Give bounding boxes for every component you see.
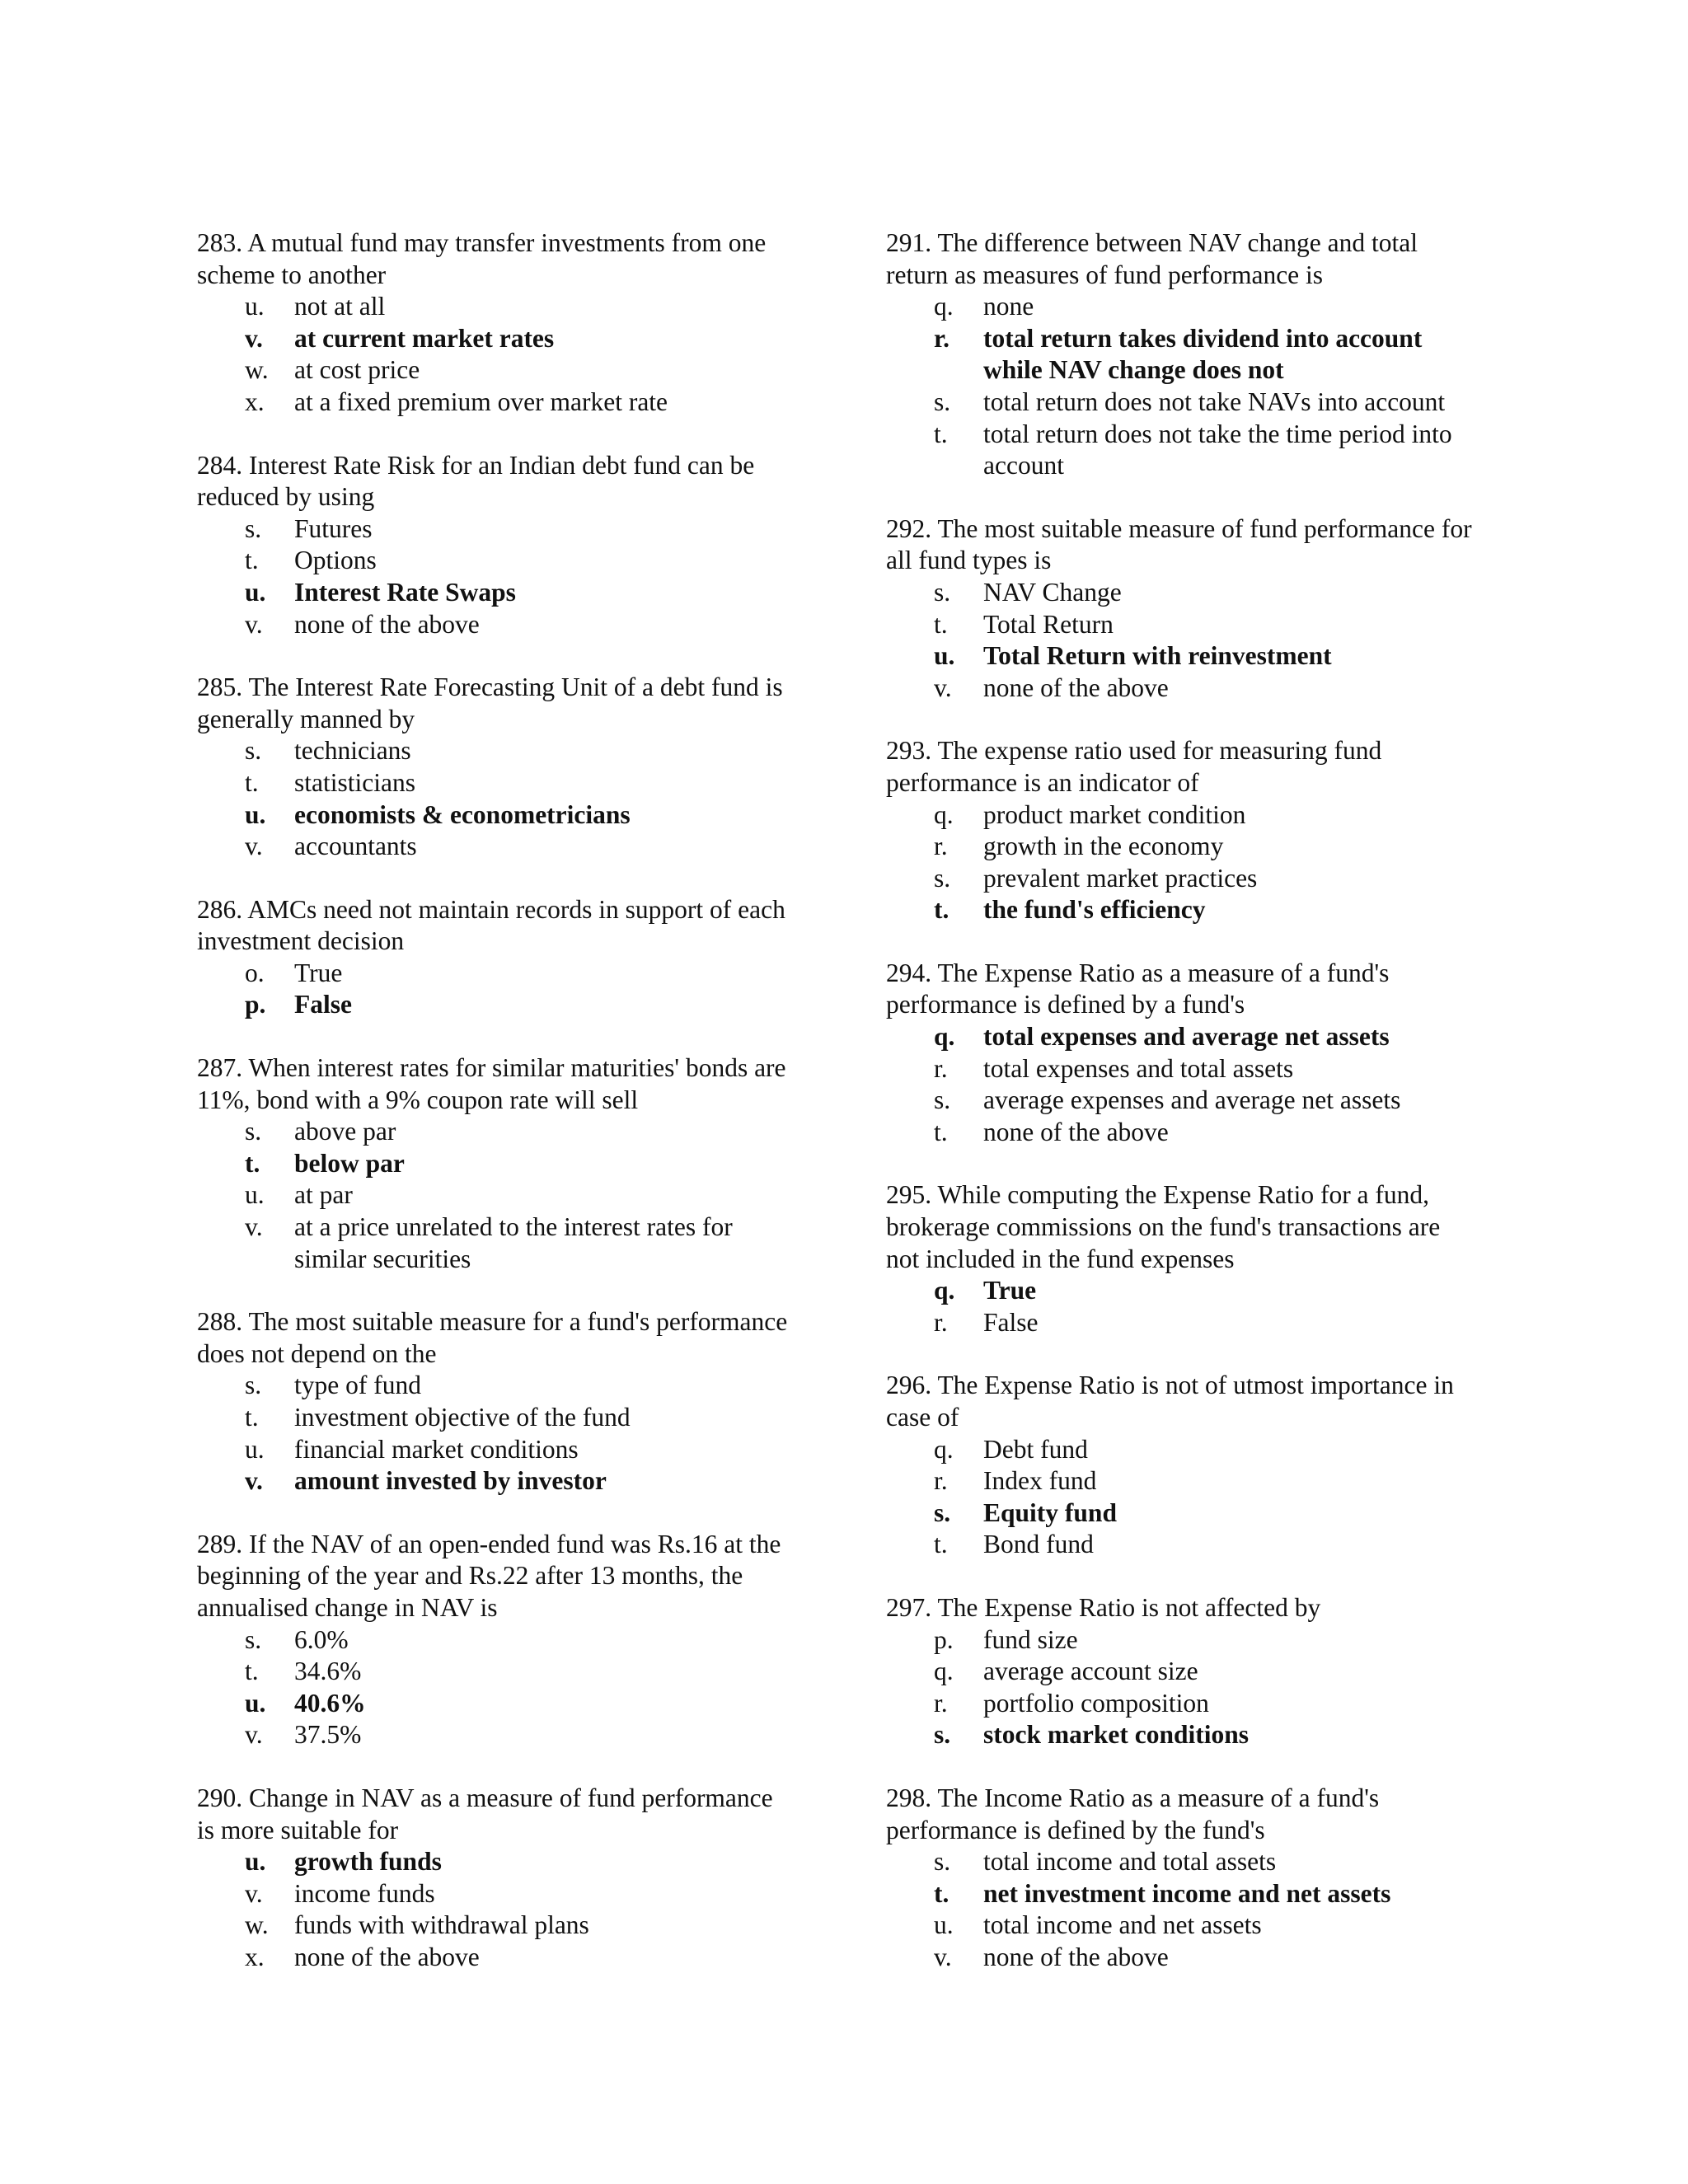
- answer-option: [886, 1624, 1479, 1657]
- question-text: [197, 227, 790, 291]
- answer-option: [886, 1529, 1479, 1561]
- answer-option: [197, 767, 790, 799]
- question-stem: The most suitable measure of fund performance for all fund types is: [886, 513, 1472, 575]
- option-letter: s.: [245, 736, 262, 766]
- option-text: none: [983, 292, 1034, 321]
- answer-option-correct: [886, 894, 1479, 926]
- option-text: statisticians: [294, 767, 415, 797]
- answer-options: [197, 513, 790, 640]
- option-text: portfolio composition: [983, 1688, 1209, 1718]
- answer-option: [197, 1910, 790, 1942]
- option-text: Futures: [294, 513, 373, 543]
- question-text: [886, 513, 1479, 577]
- answer-option: [197, 387, 790, 419]
- option-letter: v.: [245, 832, 263, 861]
- answer-option: [886, 1688, 1479, 1720]
- right-column: [886, 227, 1512, 2005]
- option-text: total return does not take the time period into account: [983, 419, 1452, 480]
- answer-options: [197, 1624, 790, 1751]
- answer-option: [197, 513, 790, 546]
- answer-option-correct: [197, 799, 790, 832]
- answer-option-correct: [886, 1719, 1479, 1751]
- answer-option: [197, 1402, 790, 1434]
- option-text: none of the above: [294, 609, 480, 639]
- option-text: type of fund: [294, 1371, 421, 1400]
- option-letter: r.: [934, 1466, 948, 1496]
- question-number: 289.: [197, 1529, 243, 1558]
- option-text: total income and net assets: [983, 1910, 1262, 1940]
- option-text: none of the above: [983, 1942, 1169, 1971]
- option-letter: u.: [245, 1688, 266, 1718]
- answer-option: [886, 673, 1479, 705]
- answer-option: [197, 1719, 790, 1751]
- option-letter: t.: [934, 895, 950, 925]
- answer-options: [886, 577, 1479, 704]
- answer-option-correct: [886, 323, 1479, 387]
- answer-option: [886, 387, 1479, 419]
- answer-option: [886, 419, 1479, 482]
- option-text: Index fund: [983, 1466, 1097, 1496]
- option-letter: q.: [934, 1434, 954, 1464]
- question-stem: If the NAV of an open-ended fund was Rs.16 at the beginning of the year and Rs.22 after 13 months, the annualised change in NAV is: [197, 1529, 781, 1622]
- option-text: 37.5%: [294, 1720, 362, 1750]
- option-text: investment objective of the fund: [294, 1403, 631, 1432]
- question-block: [886, 227, 1479, 482]
- answer-option: [886, 1910, 1479, 1942]
- question-text: [886, 958, 1479, 1021]
- question-number: 293.: [886, 736, 932, 766]
- answer-option: [197, 831, 790, 863]
- answer-option: [197, 735, 790, 767]
- question-number: 288.: [197, 1307, 243, 1337]
- question-block: [197, 1529, 790, 1751]
- question-stem: The Expense Ratio is not of utmost importance in case of: [886, 1371, 1454, 1432]
- question-text: [886, 735, 1479, 799]
- answer-options: [886, 1846, 1479, 1973]
- question-number: 297.: [886, 1592, 932, 1622]
- question-number: 284.: [197, 450, 243, 480]
- option-letter: u.: [245, 799, 266, 829]
- option-text: none of the above: [983, 1117, 1169, 1146]
- option-letter: u.: [245, 577, 266, 607]
- option-text: total return takes dividend into account while NAV change does not: [983, 323, 1423, 385]
- option-text: total return does not take NAVs into account: [983, 387, 1446, 416]
- question-stem: Change in NAV as a measure of fund performance is more suitable for: [197, 1783, 773, 1844]
- answer-option: [197, 1434, 790, 1466]
- option-letter: v.: [245, 1212, 263, 1242]
- option-text: Interest Rate Swaps: [294, 577, 516, 607]
- option-letter: w.: [245, 355, 269, 385]
- option-text: True: [983, 1276, 1037, 1305]
- answer-option: [197, 609, 790, 641]
- question-text: [197, 672, 790, 735]
- answer-options: [197, 1846, 790, 1973]
- answer-options: [886, 291, 1479, 482]
- option-text: not at all: [294, 292, 386, 321]
- answer-option: [197, 354, 790, 387]
- option-letter: t.: [934, 1117, 948, 1146]
- question-text: [886, 1783, 1479, 1846]
- question-stem: The most suitable measure for a fund's performance does not depend on the: [197, 1307, 788, 1368]
- option-text: Equity fund: [983, 1497, 1117, 1527]
- question-text: [886, 1370, 1479, 1433]
- answer-option: [197, 1370, 790, 1402]
- option-letter: p.: [245, 990, 266, 1019]
- answer-option-correct: [197, 1688, 790, 1720]
- question-block: [886, 1179, 1479, 1338]
- option-letter: v.: [245, 1466, 263, 1496]
- option-letter: r.: [934, 1307, 948, 1337]
- answer-options: [197, 735, 790, 862]
- option-text: 40.6%: [294, 1688, 366, 1718]
- question-number: 285.: [197, 673, 243, 702]
- answer-option: [886, 609, 1479, 641]
- option-letter: s.: [245, 1117, 262, 1146]
- option-text: at par: [294, 1180, 353, 1210]
- option-letter: w.: [245, 1910, 269, 1940]
- answer-option: [886, 1085, 1479, 1117]
- answer-option: [197, 958, 790, 990]
- question-text: [197, 1783, 790, 1846]
- option-text: none of the above: [983, 673, 1169, 702]
- option-text: Bond fund: [983, 1530, 1094, 1559]
- question-number: 298.: [886, 1783, 932, 1812]
- answer-option: [886, 1117, 1479, 1149]
- option-text: the fund's efficiency: [983, 895, 1206, 925]
- question-block: [197, 450, 790, 641]
- option-letter: q.: [934, 1022, 955, 1052]
- answer-option: [886, 1656, 1479, 1688]
- option-text: income funds: [294, 1878, 435, 1908]
- option-letter: q.: [934, 799, 954, 829]
- answer-option: [197, 1878, 790, 1910]
- question-number: 290.: [197, 1783, 243, 1812]
- answer-option: [197, 1656, 790, 1688]
- option-text: amount invested by investor: [294, 1466, 607, 1496]
- question-number: 295.: [886, 1180, 932, 1210]
- answer-option: [886, 1053, 1479, 1085]
- option-letter: q.: [934, 292, 954, 321]
- answer-option: [886, 577, 1479, 609]
- answer-option: [197, 1942, 790, 1974]
- answer-option: [197, 1116, 790, 1148]
- option-letter: s.: [934, 577, 951, 607]
- answer-option: [886, 863, 1479, 895]
- option-letter: u.: [245, 292, 265, 321]
- option-text: NAV Change: [983, 577, 1122, 607]
- question-text: [886, 1592, 1479, 1624]
- question-number: 291.: [886, 228, 932, 257]
- question-stem: The Interest Rate Forecasting Unit of a debt fund is generally manned by: [197, 673, 783, 733]
- left-column: [197, 227, 823, 2005]
- option-letter: s.: [934, 1847, 951, 1877]
- question-number: 283.: [197, 228, 243, 257]
- answer-options: [197, 1116, 790, 1275]
- question-text: [197, 1052, 790, 1116]
- option-letter: r.: [934, 1053, 948, 1083]
- answer-option: [886, 831, 1479, 863]
- answer-option-correct: [886, 1497, 1479, 1530]
- option-letter: s.: [934, 387, 951, 416]
- option-letter: s.: [245, 1371, 262, 1400]
- option-text: False: [983, 1307, 1039, 1337]
- option-letter: u.: [934, 641, 955, 671]
- answer-option: [886, 1307, 1479, 1339]
- question-block: [197, 894, 790, 1021]
- option-letter: t.: [245, 1148, 260, 1178]
- question-stem: The difference between NAV change and total return as measures of fund performance is: [886, 228, 1418, 289]
- option-letter: x.: [245, 1942, 265, 1971]
- option-text: fund size: [983, 1624, 1078, 1654]
- option-text: Total Return with reinvestment: [983, 641, 1332, 671]
- option-letter: t.: [934, 609, 948, 639]
- question-stem: The Income Ratio as a measure of a fund's performance is defined by the fund's: [886, 1783, 1380, 1844]
- option-letter: t.: [934, 419, 948, 448]
- option-text: average account size: [983, 1657, 1198, 1686]
- option-letter: o.: [245, 958, 265, 987]
- option-text: accountants: [294, 832, 417, 861]
- option-letter: r.: [934, 323, 950, 353]
- answer-options: [886, 799, 1479, 926]
- option-letter: r.: [934, 832, 948, 861]
- option-letter: v.: [245, 1720, 263, 1750]
- option-letter: t.: [934, 1530, 948, 1559]
- option-letter: u.: [245, 1434, 265, 1464]
- option-letter: t.: [245, 1657, 259, 1686]
- answer-option: [886, 1465, 1479, 1497]
- option-text: prevalent market practices: [983, 863, 1258, 893]
- option-letter: v.: [245, 609, 263, 639]
- answer-option-correct: [197, 1465, 790, 1497]
- answer-option: [886, 1434, 1479, 1466]
- answer-option-correct: [197, 577, 790, 609]
- answer-options: [886, 1624, 1479, 1751]
- option-letter: t.: [245, 1403, 259, 1432]
- question-stem: A mutual fund may transfer investments from one scheme to another: [197, 228, 767, 289]
- option-text: total expenses and average net assets: [983, 1022, 1390, 1052]
- option-letter: t.: [245, 546, 259, 575]
- option-letter: x.: [245, 387, 265, 416]
- option-letter: s.: [934, 863, 951, 893]
- question-text: [197, 1529, 790, 1624]
- option-letter: r.: [934, 1688, 948, 1718]
- answer-option-correct: [886, 1878, 1479, 1910]
- option-letter: v.: [934, 1942, 952, 1971]
- question-text: [886, 227, 1479, 291]
- option-text: at current market rates: [294, 323, 555, 353]
- option-text: at cost price: [294, 355, 420, 385]
- answer-option: [197, 545, 790, 577]
- answer-option-correct: [197, 989, 790, 1021]
- option-text: Debt fund: [983, 1434, 1088, 1464]
- option-text: Total Return: [983, 609, 1114, 639]
- question-block: [197, 1783, 790, 1974]
- answer-option: [886, 1846, 1479, 1878]
- option-text: at a price unrelated to the interest rates for similar securities: [294, 1212, 733, 1273]
- option-text: False: [294, 990, 352, 1019]
- answer-option-correct: [197, 323, 790, 355]
- question-block: [197, 227, 790, 419]
- option-text: above par: [294, 1117, 396, 1146]
- question-number: 296.: [886, 1371, 932, 1400]
- option-letter: q.: [934, 1276, 955, 1305]
- option-text: below par: [294, 1148, 405, 1178]
- option-text: financial market conditions: [294, 1434, 579, 1464]
- option-letter: v.: [245, 323, 263, 353]
- option-text: total income and total assets: [983, 1847, 1277, 1877]
- option-letter: s.: [934, 1085, 951, 1115]
- question-stem: The expense ratio used for measuring fund performance is an indicator of: [886, 736, 1382, 797]
- answer-options: [886, 1021, 1479, 1148]
- question-text: [197, 1306, 790, 1370]
- option-letter: s.: [245, 1624, 262, 1654]
- question-stem: AMCs need not maintain records in support of each investment decision: [197, 894, 785, 956]
- question-block: [886, 1783, 1479, 1974]
- option-text: growth funds: [294, 1847, 442, 1877]
- option-text: average expenses and average net assets: [983, 1085, 1401, 1115]
- option-letter: u.: [934, 1910, 954, 1940]
- answer-options: [197, 958, 790, 1021]
- question-stem: Interest Rate Risk for an Indian debt fund can be reduced by using: [197, 450, 755, 512]
- question-block: [886, 958, 1479, 1149]
- option-text: at a fixed premium over market rate: [294, 387, 668, 416]
- option-text: net investment income and net assets: [983, 1878, 1391, 1908]
- question-block: [886, 1592, 1479, 1751]
- question-block: [197, 1052, 790, 1275]
- question-stem: When interest rates for similar maturities' bonds are 11%, bond with a 9% coupon rate will sell: [197, 1053, 786, 1114]
- answer-option: [886, 1942, 1479, 1974]
- option-letter: u.: [245, 1180, 265, 1210]
- question-stem: While computing the Expense Ratio for a fund, brokerage commissions on the fund's transactions are not included in the fund expenses: [886, 1180, 1441, 1273]
- question-stem: The Expense Ratio as a measure of a fund's performance is defined by a fund's: [886, 958, 1390, 1019]
- question-text: [886, 1179, 1479, 1275]
- question-block: [886, 513, 1479, 705]
- option-text: True: [294, 958, 343, 987]
- answer-option-correct: [886, 640, 1479, 673]
- answer-option: [197, 1212, 790, 1275]
- option-text: total expenses and total assets: [983, 1053, 1294, 1083]
- answer-option: [886, 291, 1479, 323]
- option-letter: s.: [934, 1720, 951, 1750]
- question-number: 287.: [197, 1053, 243, 1083]
- question-block: [886, 735, 1479, 926]
- option-text: product market condition: [983, 799, 1246, 829]
- option-text: 34.6%: [294, 1657, 362, 1686]
- answer-option-correct: [197, 1148, 790, 1180]
- option-letter: t.: [245, 767, 259, 797]
- answer-option: [886, 799, 1479, 832]
- option-text: funds with withdrawal plans: [294, 1910, 589, 1940]
- option-text: technicians: [294, 736, 411, 766]
- option-letter: v.: [245, 1878, 263, 1908]
- question-block: [886, 1370, 1479, 1561]
- option-text: growth in the economy: [983, 832, 1224, 861]
- question-block: [197, 672, 790, 863]
- option-letter: v.: [934, 673, 952, 702]
- question-number: 286.: [197, 894, 243, 924]
- option-letter: q.: [934, 1657, 954, 1686]
- answer-option-correct: [886, 1275, 1479, 1307]
- option-letter: u.: [245, 1847, 266, 1877]
- answer-options: [886, 1434, 1479, 1561]
- option-text: 6.0%: [294, 1624, 349, 1654]
- question-block: [197, 1306, 790, 1497]
- option-text: none of the above: [294, 1942, 480, 1971]
- question-number: 294.: [886, 958, 932, 987]
- answer-option: [197, 291, 790, 323]
- option-letter: s.: [934, 1497, 951, 1527]
- option-letter: p.: [934, 1624, 954, 1654]
- option-letter: t.: [934, 1878, 950, 1908]
- option-text: stock market conditions: [983, 1720, 1249, 1750]
- question-number: 292.: [886, 513, 932, 543]
- answer-option: [197, 1179, 790, 1212]
- option-text: Options: [294, 546, 377, 575]
- answer-option-correct: [886, 1021, 1479, 1053]
- answer-options: [197, 291, 790, 418]
- question-stem: The Expense Ratio is not affected by: [937, 1592, 1321, 1622]
- option-text: economists & econometricians: [294, 799, 631, 829]
- option-letter: s.: [245, 513, 262, 543]
- answer-options: [886, 1275, 1479, 1338]
- question-text: [197, 894, 790, 958]
- answer-option: [197, 1624, 790, 1657]
- answer-options: [197, 1370, 790, 1497]
- question-text: [197, 450, 790, 513]
- answer-option-correct: [197, 1846, 790, 1878]
